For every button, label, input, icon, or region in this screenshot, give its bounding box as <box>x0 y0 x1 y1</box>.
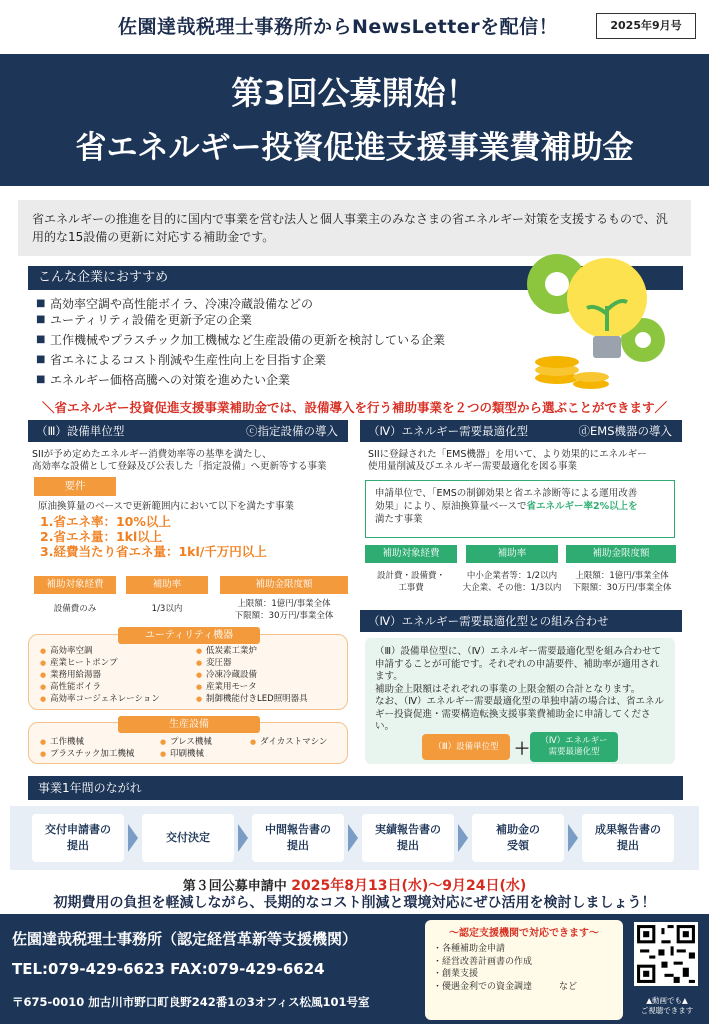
list-item: ● 低炭素工業炉 <box>196 645 308 657</box>
utility-equipment-title: ユーティリティ機器 <box>118 627 260 644</box>
flow-step-receipt <box>472 814 564 862</box>
period-label: 第３回公募申請中 <box>182 879 287 894</box>
type4-description-1: SIIに登録された「EMS機器」を用いて、より効果的にエネルギー <box>368 449 647 460</box>
type4-subtitle: ⓓEMS機器の導入 <box>578 424 672 438</box>
tag-type4-line-1: （Ⅳ）エネルギー <box>540 736 608 746</box>
recommend-heading: こんな企業におすすめ <box>28 266 683 290</box>
step-line: 提出 <box>617 839 639 852</box>
type4-val-limit-2: 下限額：30万円/事業全体 <box>572 583 672 593</box>
flow-step-application <box>32 814 124 862</box>
list-item: ● 印刷機械 <box>160 748 212 760</box>
period-dates: 2025年8月13日(水)～9月24日(水) <box>291 878 527 894</box>
type3-val-limit-lower: 下限額：30万円/事業全体 <box>234 611 334 621</box>
list-item: ● 冷凍冷蔵設備 <box>196 669 308 681</box>
flow-step-interim-report <box>252 814 344 862</box>
flow-step-outcome-report <box>582 814 674 862</box>
arrow-right-icon <box>568 824 578 852</box>
type3-title: （Ⅲ）設備単位型 <box>36 424 125 438</box>
support-list <box>433 943 615 993</box>
type3-description-2: 高効率な設備として登録及び公表した「指定設備」へ更新等する事業 <box>32 461 327 472</box>
intro-text: 省エネルギーの推進を目的に国内で事業を営む法人と個人事業主のみなさまの省エネルギー対策を支援するもので、汎用的な15設備の更新に対応する補助金です。 <box>18 200 691 256</box>
qr-caption-line-1: ▲動画でも▲ <box>646 996 688 1005</box>
step-line: 成果報告書の <box>595 823 661 836</box>
newsletter-title: 佐園達哉税理士事務所からNewsLetterを配信！ <box>118 16 559 38</box>
utility-left-list <box>40 645 160 705</box>
recommend-list <box>36 296 506 392</box>
type4-val-rate-1: 中小企業者等：1/2以内 <box>466 571 558 581</box>
list-item: ・優遇金利での資金調達 など <box>433 981 578 992</box>
list-item: ● 工作機械 <box>40 736 134 748</box>
combo-paragraph-1: （Ⅲ）設備単位型に、（Ⅳ）エネルギー需要最適化型を組み合わせて申請することが可能です。それぞれの申請要件、補助率が適用されます。 <box>375 646 662 682</box>
step-line: 交付申請書の <box>45 823 111 836</box>
type3-col-expense: 補助対象経費 <box>34 576 116 594</box>
list-item: ● 変圧器 <box>196 657 308 669</box>
list-item: ● 制御機能付きLED照明器具 <box>196 693 308 705</box>
production-list-2 <box>160 736 212 760</box>
list-item: ■ 省エネによるコスト削減や生産性向上を目指す企業 <box>36 352 506 368</box>
arrow-right-icon <box>458 824 468 852</box>
list-item: ・経営改善計画書の作成 <box>433 956 533 967</box>
qr-caption <box>630 996 704 1016</box>
type4-heading <box>360 420 682 442</box>
type4-box-line-1: 申請単位で、「EMSの制御効果と省エネ診断等による運用改善 <box>375 488 638 499</box>
type4-requirement-box <box>365 480 675 538</box>
qr-caption-line-2: ご視聴できます <box>640 1006 694 1015</box>
step-line: 中間報告書の <box>265 823 331 836</box>
type4-val-expense-1: 設計費・設備費・ <box>376 571 445 581</box>
type4-col-expense: 補助対象経費 <box>365 545 457 563</box>
list-item: ● プラスチック加工機械 <box>40 748 134 760</box>
requirement-text: 原油換算量のベースで更新範囲内において以下を満たす事業 <box>38 501 295 512</box>
type3-desc-line: SIIが予め定めたエネルギー消費効率等の基準を満たし、 <box>32 449 272 460</box>
requirement-item: 3.経費当たり省エネ量：1kl/千万円以上 <box>40 544 267 559</box>
plus-icon: ＋ <box>514 739 531 758</box>
type4-description-2: 使用量削減及びエネルギー需要最適化を図る事業 <box>368 461 578 472</box>
type3-heading <box>28 420 348 442</box>
type4-box-line-2-text: 効果」により、原油換算量ベースで <box>375 501 527 512</box>
flow-step-results-report <box>362 814 454 862</box>
tag-type3: （Ⅲ）設備単位型 <box>422 734 510 760</box>
office-address: 〒675-0010 加古川市野口町良野242番1の3オフィス松風101号室 <box>12 995 370 1009</box>
hero-banner <box>0 54 709 186</box>
production-list-3 <box>250 736 327 748</box>
step-line: 実績報告書の <box>375 823 441 836</box>
combo-paragraph-2: 補助金上限額はそれぞれの事業の上限金額の合計となります。 <box>375 683 641 695</box>
list-item: ● 高効率空調 <box>40 645 160 657</box>
type3-col-rate: 補助率 <box>126 576 208 594</box>
list-item: ■ エネルギー価格高騰への対策を進めたい企業 <box>36 372 506 388</box>
step-line: 提出 <box>397 839 419 852</box>
combo-title: （Ⅳ）エネルギー需要最適化型との組み合わせ <box>368 614 609 628</box>
step-line: 補助金の <box>496 823 540 836</box>
list-item: ■ 工作機械やプラスチック加工機械など生産設備の更新を検討している企業 <box>36 332 506 348</box>
type4-col-limit: 補助金限度額 <box>566 545 676 563</box>
combo-heading <box>360 610 682 632</box>
tagline: 初期費用の負担を軽減しながら、長期的なコスト削減と環境対応にぜひ活用を検討しましょう！ <box>53 895 656 911</box>
step-line: 受領 <box>507 839 529 852</box>
requirement-items <box>40 514 267 559</box>
step-line: 交付決定 <box>166 831 210 844</box>
hero-line-2: 省エネルギー投資促進支援事業費補助金 <box>75 130 634 166</box>
type4-box-line-2 <box>375 500 665 513</box>
step-line: 提出 <box>287 839 309 852</box>
type4-val-rate-2: 大企業、その他：1/3以内 <box>462 583 562 593</box>
footer <box>0 914 709 1024</box>
type4-box-line-3: 満たす事業 <box>375 514 423 525</box>
list-item: ・各種補助金申請 <box>433 944 506 954</box>
support-heading: ～認定支援機関で対応できます～ <box>449 928 599 939</box>
list-item: ■ ユーティリティ設備を更新予定の企業 <box>36 312 506 328</box>
requirement-label: 要件 <box>34 477 116 496</box>
type4-title: （Ⅳ）エネルギー需要最適化型 <box>368 424 529 438</box>
flow-step-decision <box>142 814 234 862</box>
flow-strip <box>10 806 699 870</box>
type3-val-expense: 設備費のみ <box>53 604 97 614</box>
production-equipment-title: 生産設備 <box>118 716 260 733</box>
type3-col-limit: 補助金限度額 <box>220 576 348 594</box>
issue-badge: 2025年9月号 <box>596 13 696 39</box>
tag-type4-line-2: 需要最適化型 <box>548 747 600 757</box>
arrow-right-icon <box>348 824 358 852</box>
type3-val-limit-upper: 上限額：1億円/事業全体 <box>237 599 331 609</box>
requirement-item: 1.省エネ率：10%以上 <box>40 514 171 529</box>
list-item: ● 高性能ボイラ <box>40 681 160 693</box>
list-item: ● 産業用モータ <box>196 681 308 693</box>
type4-val-expense-2: 工事費 <box>398 583 424 593</box>
tag-type4 <box>530 732 618 762</box>
type3-val-rate: 1/3以内 <box>151 604 183 614</box>
requirement-item: 2.省エネ量：1kl以上 <box>40 529 163 544</box>
production-list-1 <box>40 736 134 760</box>
newsletter-header <box>0 0 709 50</box>
hero-line-1: 第3回公募開始！ <box>231 74 478 112</box>
utility-right-list <box>196 645 308 705</box>
office-name: 佐園達哉税理士事務所（認定経営革新等支援機関） <box>12 930 358 948</box>
support-box <box>425 920 623 1020</box>
list-item: ● 高効率コージェネレーション <box>40 693 160 705</box>
type4-val-limit-1: 上限額：1億円/事業全体 <box>575 571 669 581</box>
type4-highlight: 省エネルギー率2%以上を <box>526 501 638 512</box>
step-line: 提出 <box>67 839 89 852</box>
list-item: ● 業務用給湯器 <box>40 669 160 681</box>
arrow-right-icon <box>128 824 138 852</box>
arrow-right-icon <box>238 824 248 852</box>
type-choice-notice: ＼省エネルギー投資促進支援事業補助金では、設備導入を行う補助事業を２つの類型から選ぶことができます／ <box>41 400 667 415</box>
type4-col-rate: 補助率 <box>466 545 558 563</box>
combo-paragraph-3: なお、（Ⅳ）エネルギー需要最適化型の単独申請の場合は、省エネルギー投資促進・需要構造転換支援事業費補助金に申請してください。 <box>375 696 665 732</box>
list-item: ● 産業ヒートポンプ <box>40 657 160 669</box>
office-phone[interactable]: TEL:079-429-6623 FAX:079-429-6624 <box>12 960 325 978</box>
list-item: ■ 高効率空調や高性能ボイラ、冷凍冷蔵設備などの <box>36 296 506 312</box>
flow-heading: 事業1年間のながれ <box>28 776 683 800</box>
qr-code-icon[interactable] <box>634 922 698 986</box>
list-item: ● ダイカストマシン <box>250 736 327 748</box>
list-item: ・創業支援 <box>433 969 479 979</box>
lightbulb-gear-illustration <box>515 236 685 396</box>
type3-subtitle: ⓒ指定設備の導入 <box>246 424 338 438</box>
list-item: ● プレス機械 <box>160 736 212 748</box>
